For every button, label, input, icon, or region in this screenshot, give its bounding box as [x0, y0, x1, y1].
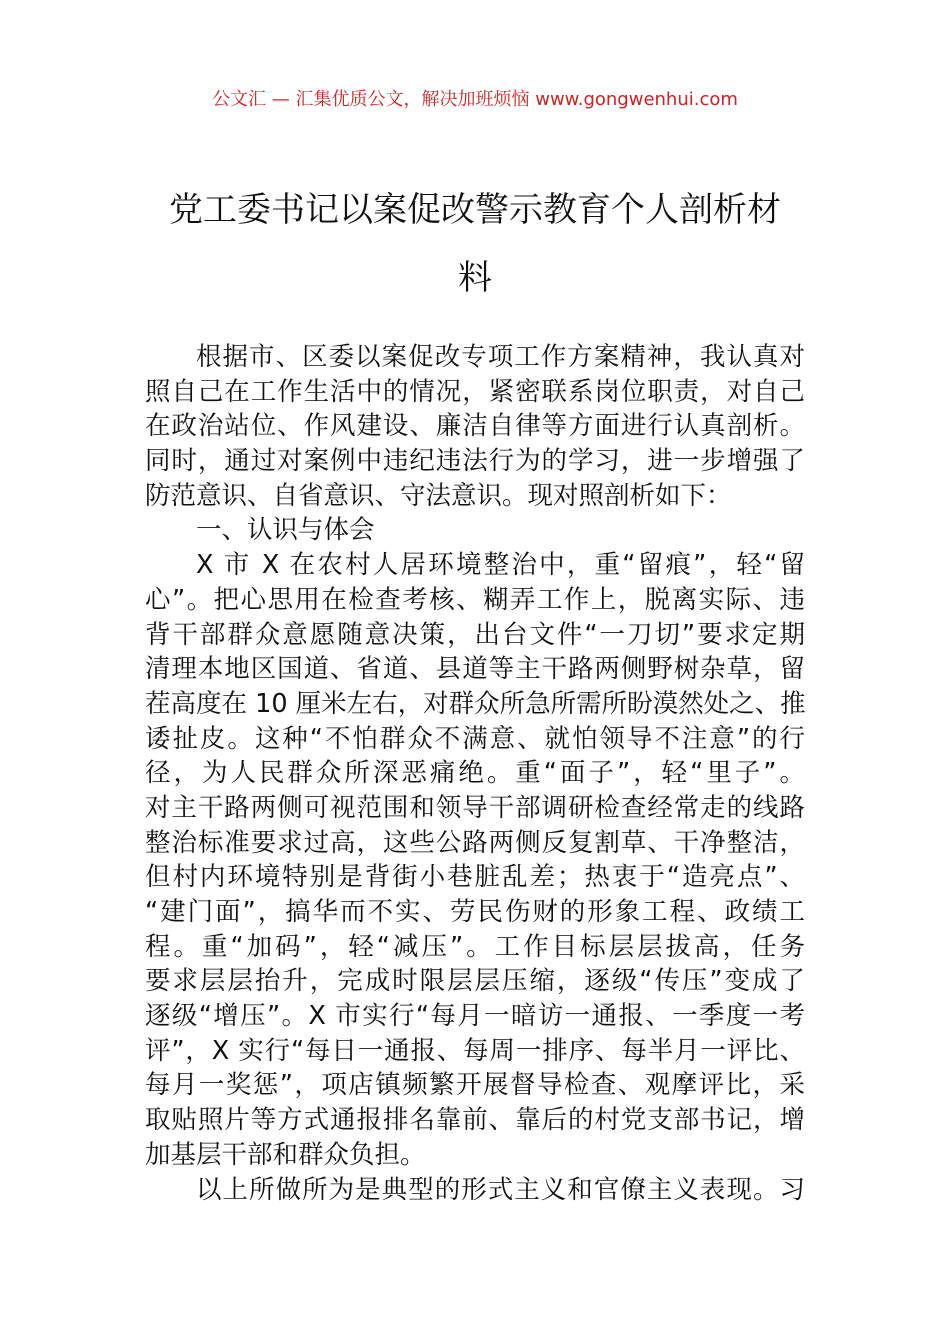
text-line: 但村内环境特别是背街小巷脏乱差；热衷于“造亮点”、 [145, 862, 805, 893]
text-line: 防范意识、自省意识、守法意识。现对照剖析如下： [145, 480, 732, 511]
text-line: 对主干路两侧可视范围和领导干部调研检查经常走的线路 [145, 792, 805, 823]
text-line: 要求层层抬升，完成时限层层压缩，逐级“传压”变成了 [145, 966, 805, 997]
text-line: 诿扯皮。这种“不怕群众不满意、就怕领导不注意”的行 [145, 723, 805, 754]
text-line: 清理本地区国道、省道、县道等主干路两侧野树杂草，留 [145, 654, 805, 685]
text-line: 根据市、区委以案促改专项工作方案精神，我认真对 [196, 342, 805, 372]
text-line: 程。重“加码”，轻“减压”。工作目标层层拔高，任务 [145, 931, 805, 962]
text-line: 加基层干部和群众负担。 [145, 1139, 426, 1170]
text-line: 以上所做所为是典型的形式主义和官僚主义表现。习 [196, 1174, 805, 1205]
text-line: 径，为人民群众所深恶痛绝。重“面子”，轻“里子”。 [145, 758, 805, 789]
text-line: 整治标准要求过高，这些公路两侧反复割草、干净整洁， [145, 827, 805, 858]
document-title [120, 176, 830, 312]
title-line: 党工委书记以案促改警示教育个人剖析材 [169, 190, 781, 230]
document-body [145, 340, 805, 1207]
paragraph [145, 340, 805, 513]
text-line: 评”，X 实行“每日一通报、每周一排序、每半月一评比、 [145, 1035, 805, 1066]
text-line: 同时，通过对案例中违纪违法行为的学习，进一步增强了 [145, 446, 805, 477]
paragraph [145, 513, 805, 548]
text-line: X 市 X 在农村人居环境整治中，重“留痕”，轻“留 [196, 550, 805, 581]
text-line: “建门面”，搞华而不实、劳民伤财的形象工程、政绩工 [145, 897, 805, 927]
text-line: 取贴照片等方式通报排名靠前、靠后的村党支部书记，增 [145, 1105, 805, 1136]
text-line: 照自己在工作生活中的情况，紧密联系岗位职责，对自己 [145, 376, 805, 407]
text-line: 一、认识与体会 [196, 515, 375, 546]
text-line: 逐级“增压”。X 市实行“每月一暗访一通报、一季度一考 [145, 1001, 805, 1032]
text-line: 背干部群众意愿随意决策，出台文件“一刀切”要求定期 [145, 619, 805, 650]
text-line: 每月一奖惩”，项店镇频繁开展督导检查、观摩评比，采 [145, 1070, 805, 1101]
text-line: 心”。把心思用在检查考核、糊弄工作上，脱离实际、违 [145, 584, 805, 615]
title-line: 料 [458, 258, 492, 298]
watermark-banner: 公文汇 — 汇集优质公文，解决加班烦恼 www.gongwenhui.com [212, 89, 738, 110]
text-line: 在政治站位、作风建设、廉洁自律等方面进行认真剖析。 [145, 411, 805, 442]
text-line: 茬高度在 10 厘米左右，对群众所急所需所盼漠然处之、推 [145, 688, 806, 719]
paragraph [145, 1173, 805, 1208]
paragraph [145, 548, 805, 1172]
